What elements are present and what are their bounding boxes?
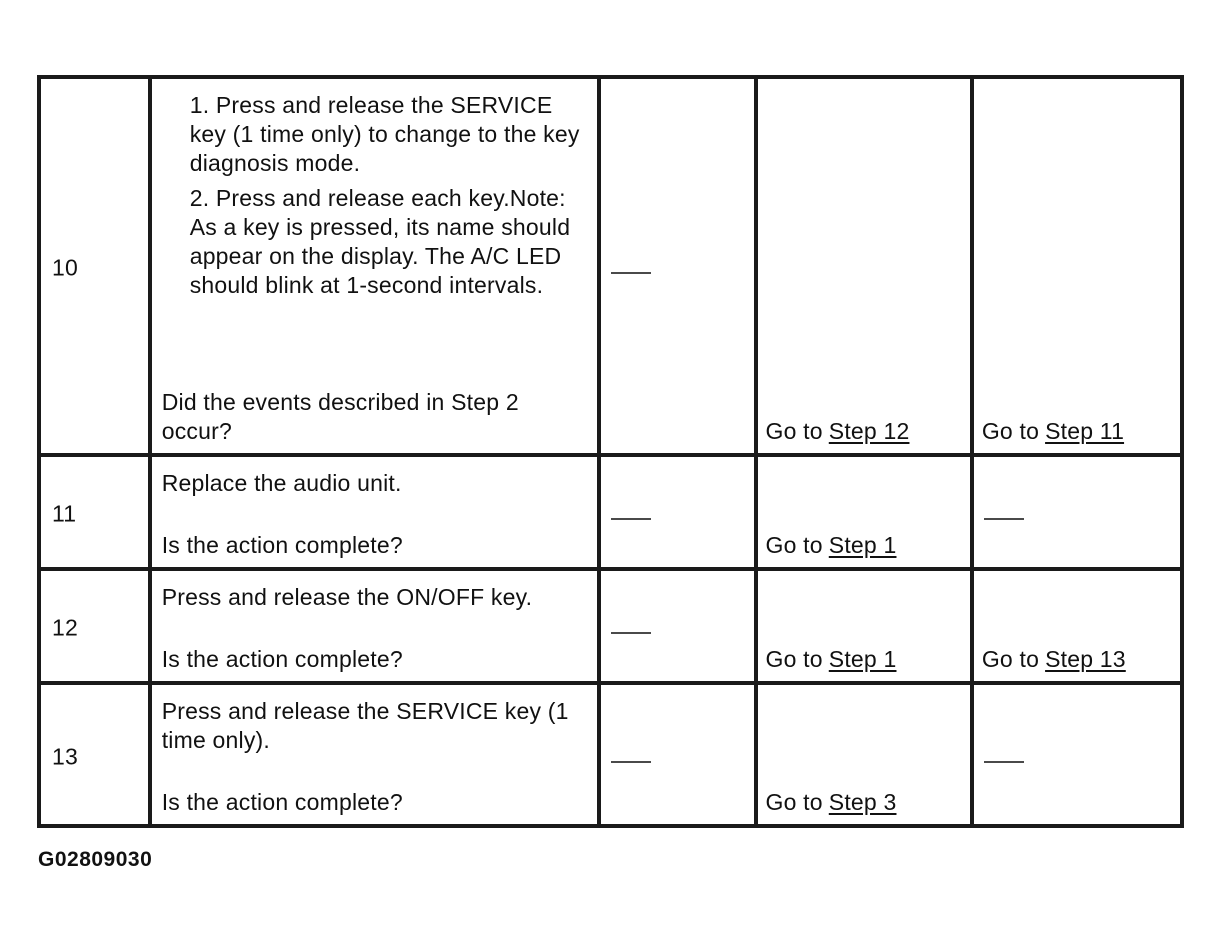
yes-cell (756, 77, 972, 455)
step-link[interactable]: Step 12 (828, 418, 910, 444)
yes-goto (766, 788, 897, 817)
table-row (39, 77, 1182, 455)
yes-goto (766, 531, 897, 560)
action-cell (150, 455, 599, 569)
question-text: Is the action complete? (161, 789, 403, 815)
yes-goto (766, 417, 910, 446)
yes-goto (766, 645, 897, 674)
table-row (39, 569, 1182, 683)
action-step-item: 1. Press and release the SERVICE key (1 time only) to change to the key diagnosis mode. (189, 92, 580, 176)
empty-value-dash (984, 761, 1024, 763)
action-text: Replace the audio unit. (161, 470, 402, 496)
action-steps-list (152, 79, 597, 300)
diagnostic-table (37, 75, 1184, 828)
table-row (39, 455, 1182, 569)
step-link[interactable]: Step 1 (828, 646, 897, 672)
question-text: Is the action complete? (161, 532, 403, 558)
figure-id: G02809030 (38, 848, 153, 871)
step-number-cell (39, 77, 150, 455)
goto-prefix: Go to (981, 646, 1040, 672)
no-cell (972, 77, 1182, 455)
step-number: 10 (52, 254, 78, 281)
yes-cell (756, 569, 972, 683)
empty-value-dash (611, 518, 651, 520)
action-step-item: 2. Press and release each key.Note: As a key is pressed, its name should appear on the display. The A/C LED should blink at 1-second intervals. (189, 185, 571, 298)
step-number: 13 (52, 743, 78, 769)
step-number: 12 (52, 614, 78, 641)
step-number-cell (39, 455, 150, 569)
action-cell (150, 569, 599, 683)
goto-prefix: Go to (765, 646, 823, 672)
step-link[interactable]: Step 3 (828, 789, 897, 815)
goto-prefix: Go to (981, 418, 1040, 444)
value-cell (599, 683, 756, 826)
table-row (39, 683, 1182, 826)
step-number-cell (39, 569, 150, 683)
yes-cell (756, 455, 972, 569)
action-text: Press and release the SERVICE key (1 time only). (161, 698, 569, 753)
no-goto (982, 417, 1124, 446)
no-cell (972, 683, 1182, 826)
goto-prefix: Go to (765, 418, 823, 444)
step-link[interactable]: Step 11 (1045, 418, 1125, 444)
empty-value-dash (611, 272, 651, 274)
goto-prefix: Go to (765, 532, 823, 558)
no-cell (972, 569, 1182, 683)
action-cell (150, 683, 599, 826)
value-cell (599, 569, 756, 683)
action-cell (150, 77, 599, 455)
question-text: Is the action complete? (161, 646, 403, 672)
empty-value-dash (984, 518, 1024, 520)
yes-cell (756, 683, 972, 826)
step-link[interactable]: Step 1 (828, 532, 897, 558)
value-cell (599, 77, 756, 455)
question-text: Did the events described in Step 2 occur? (161, 389, 519, 444)
step-number: 11 (52, 500, 77, 527)
empty-value-dash (611, 761, 651, 763)
no-goto (982, 645, 1126, 674)
step-link[interactable]: Step 13 (1045, 646, 1126, 672)
no-cell (972, 455, 1182, 569)
step-number-cell (39, 683, 150, 826)
value-cell (599, 455, 756, 569)
action-text: Press and release the ON/OFF key. (161, 584, 533, 610)
goto-prefix: Go to (765, 789, 823, 815)
empty-value-dash (611, 632, 651, 634)
